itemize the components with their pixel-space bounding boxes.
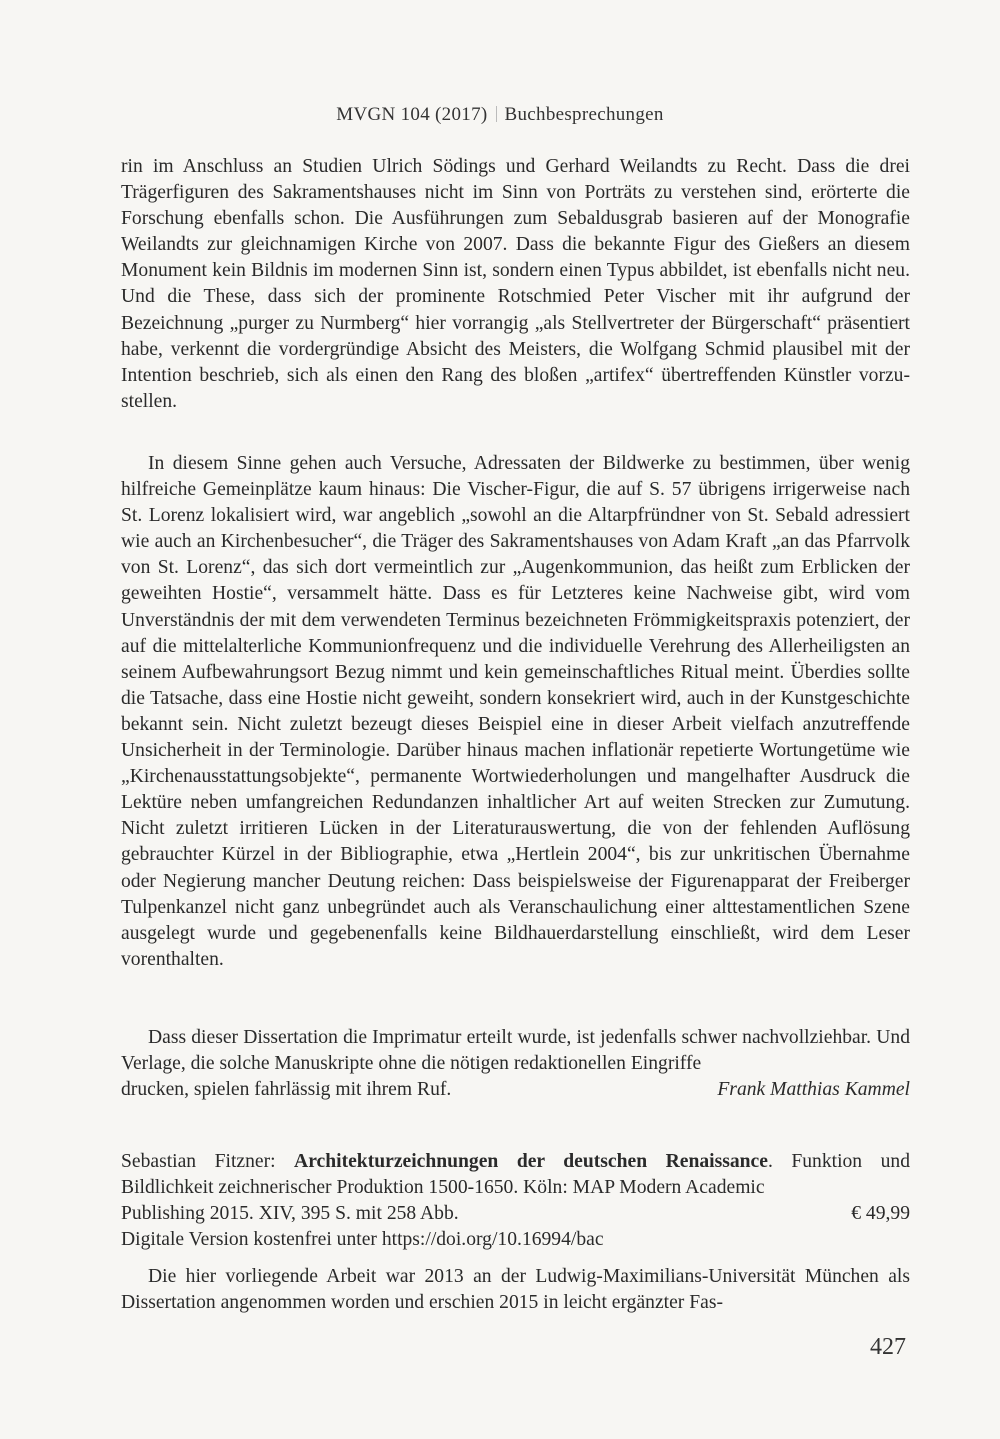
review-2-body — [121, 1264, 910, 1316]
review-2-paragraph-1: Die hier vorliegende Arbeit war 2013 an der Ludwig-Maximilians-Universität München als Dissertation angenommen worden und erschien 2015 in leicht ergänzter Fas- — [121, 1266, 910, 1314]
paragraph-3-last-line: drucken, spielen fahrlässig mit ihrem Ruf. — [121, 1079, 452, 1101]
review-continuation — [121, 154, 910, 415]
review-2-header — [121, 1149, 910, 1253]
book-author: Sebastian Fitzner: — [121, 1151, 295, 1172]
book-title: Architekturzeichnungen der deutschen Renaissance — [294, 1151, 768, 1172]
paragraph-1: rin im Anschluss an Studien Ulrich Södings und Gerhard Weilandts zu Recht. Dass die drei Trägerfiguren des Sakramentshauses nicht im Sinn von Porträts zu verstehen sind, erörterte die Forschung ebenfalls schon. Die Ausführungen zum Sebaldusgrab basieren auf der Monografie Weilandts zur gleichnamigen Kirche von 2007. Dass die bekannte Figur des Gießers an diesem Monument kein Bildnis im modernen Sinn ist, sondern einen Typus abbildet, ist ebenfalls nicht neu. Und die These, dass sich der prominente Rotschmied Peter Vischer mit ihr aufgrund der Bezeichnung „purger zu Nurmberg“ hier vorrangig „als Stellvertreter der Bürgerschaft“ präsentiert habe, verkennt die vordergründige Absicht des Meisters, die Wolfgang Schmid plausibel mit der Intention beschrieb, sich als einen den Rang des bloßen „artifex“ übertreffenden Künstler vorzustellen. — [121, 156, 910, 412]
paragraph-3: Dass dieser Dissertation die Imprimatur erteilt wurde, ist jedenfalls schwer nachvollziehbar. Und Verlage, die solche Manuskripte ohne die nötigen redaktionellen Eingriffe — [121, 1027, 910, 1075]
closing-line — [121, 1077, 910, 1103]
digital-version-note: Digitale Version kostenfrei unter https://doi.org/10.16994/bac — [121, 1229, 604, 1251]
publisher-details: Publishing 2015. XIV, 395 S. mit 258 Abb. — [121, 1203, 459, 1225]
bibliographic-entry — [121, 1149, 910, 1201]
page-number: 427 — [870, 1334, 906, 1360]
section-title: Buchbesprechungen — [504, 104, 664, 125]
book-details: . Funktion und Bildlichkeit zeichnerischer Produktion 1500-1650. Köln: MAP Modern Academic — [121, 1151, 911, 1199]
running-head — [0, 104, 1000, 126]
review-body — [121, 451, 910, 973]
paragraph-2: In diesem Sinne gehen auch Versuche, Adressaten der Bildwerke zu bestimmen, über wenig hilfreiche Gemeinplätze kaum hinaus: Die Vischer-Figur, die auf S. 57 übrigens irrigerweise nach St. Lorenz lokalisiert wird, war angeblich „sowohl an die Altarpfründner von St. Sebald adressiert wie auch an Kirchenbesucher“, die Träger des Sakramentshauses von Adam Kraft „an das Pfarrvolk von St. Lorenz“, das sich dort vermeintlich zur „Augenkommunion, das heißt zum Erblicken der geweihten Hostie“, versammelt hätte. Dass es für Letzteres keine Nachweise gibt, wird vom Unverständnis der mit dem verwendeten Terminus bezeichneten Frömmigkeitspraxis potenziert, der auf die mittelalterliche Kommunionfrequenz und die individuelle Verehrung des Allerheiligsten an seinem Aufbewahrungsort Bezug nimmt und kein gemeinschaftliches Ritual meint. Überdies sollte die Tatsache, dass eine Hostie nicht geweiht, sondern konsekriert wird, auch in der Kunstgeschichte bekannt sein. Nicht zuletzt bezeugt dieses Beispiel eine in dieser Arbeit vielfach anzutreffende Unsicherheit in der Terminologie. Darüber hinaus machen inflationär repetierte Wortungetüme wie „Kirchenausstattungsobjekte“, permanente Wortwiederholungen und mangelhafter Ausdruck die Lektüre neben umfangreichen Redundanzen inhaltlicher Art auf weiten Strecken zur Zumutung. Nicht zuletzt irritieren Lücken in der Literaturauswertung, die von der fehlenden Auflösung gebrauchter Kürzel in der Bibliographie, etwa „Hertlein 2004“, bis zur unkritischen Übernahme oder Negierung mancher Deutung reichen: Dass beispielsweise der Figurenapparat der Freiberger Tulpenkanzel nicht ganz unbegründet auch als Veranschaulichung einer alttestamentlichen Szene ausgelegt wurde und gegebenenfalls keine Bildhauerdarstellung einschließt, wird dem Leser vorenthalten. — [121, 453, 910, 970]
review-conclusion — [121, 1025, 910, 1103]
reviewer-signature: Frank Matthias Kammel — [717, 1079, 910, 1101]
journal-citation: MVGN 104 (2017) — [336, 104, 488, 125]
header-separator — [496, 106, 497, 122]
publisher-line — [121, 1201, 910, 1227]
book-price: € 49,99 — [851, 1203, 910, 1225]
